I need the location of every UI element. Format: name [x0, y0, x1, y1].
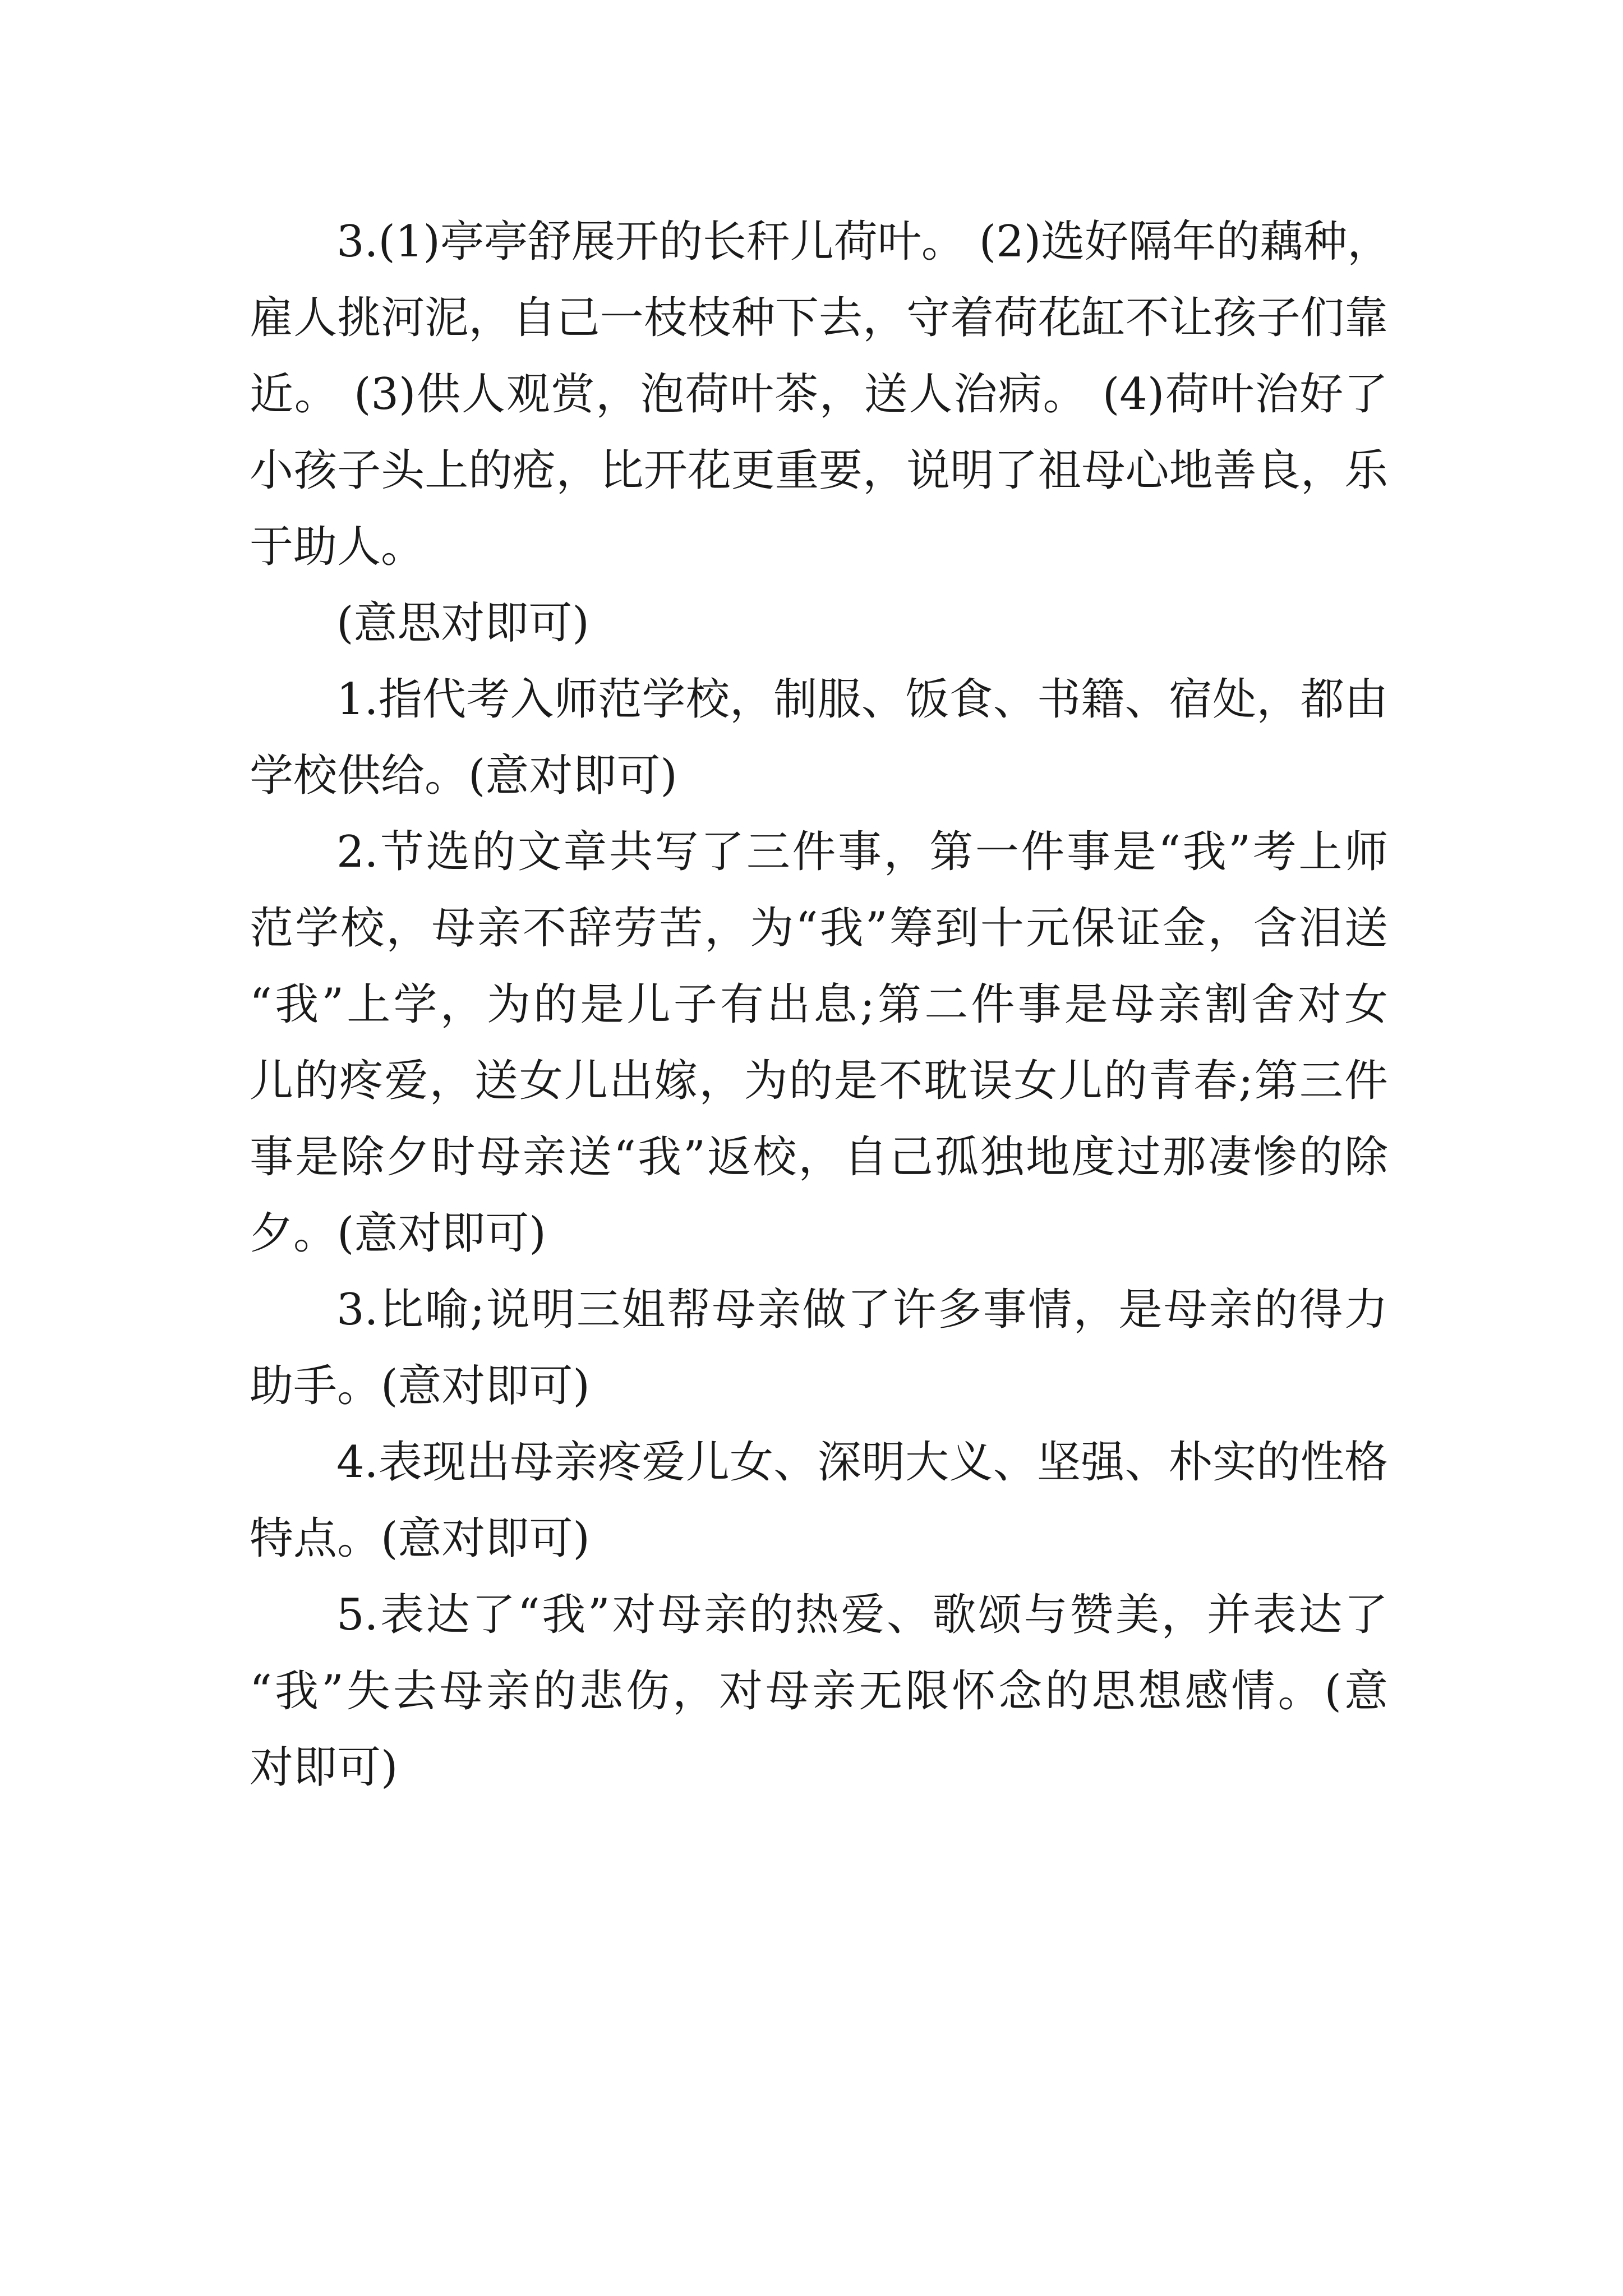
paragraph-line: 儿的疼爱，送女儿出嫁，为的是不耽误女儿的青春;第三件	[250, 1056, 1388, 1106]
paragraph-line: 学校供给。(意对即可)	[250, 751, 677, 801]
paragraph-line: 对即可)	[250, 1742, 398, 1793]
paragraph-line: “我”失去母亲的悲伤，对母亲无限怀念的思想感情。(意	[250, 1666, 1388, 1717]
paragraph-line: 3.(1)亭亭舒展开的长秆儿荷叶。 (2)选好隔年的藕种，	[336, 217, 1391, 267]
paragraph-line: 特点。(意对即可)	[250, 1513, 590, 1564]
paragraph-line: 雇人挑河泥，自己一枝枝种下去，守着荷花缸不让孩子们靠	[250, 293, 1388, 343]
paragraph-line: 1.指代考入师范学校，制服、饭食、书籍、宿处，都由	[336, 674, 1388, 725]
paragraph-line: 范学校，母亲不辞劳苦，为“我”筹到十元保证金，含泪送	[250, 903, 1388, 954]
paragraph-line: “我”上学，为的是儿子有出息;第二件事是母亲割舍对女	[250, 979, 1388, 1030]
paragraph-line: 近。 (3)供人观赏，泡荷叶茶，送人治病。 (4)荷叶治好了	[250, 369, 1388, 420]
paragraph-line: 夕。(意对即可)	[250, 1208, 546, 1259]
paragraph-line: 5.表达了“我”对母亲的热爱、歌颂与赞美，并表达了	[336, 1590, 1388, 1640]
paragraph-line: 于助人。	[250, 522, 425, 572]
paragraph-line: 2.节选的文章共写了三件事，第一件事是“我”考上师	[336, 827, 1388, 877]
paragraph-line: 助手。(意对即可)	[250, 1361, 590, 1411]
paragraph-line: 小孩子头上的疮，比开花更重要，说明了祖母心地善良，乐	[250, 445, 1388, 496]
paragraph-line: 事是除夕时母亲送“我”返校，自己孤独地度过那凄惨的除	[250, 1132, 1388, 1182]
paragraph-line: 4.表现出母亲疼爱儿女、深明大义、坚强、朴实的性格	[336, 1437, 1388, 1488]
paragraph-line: 3.比喻;说明三姐帮母亲做了许多事情，是母亲的得力	[336, 1285, 1388, 1335]
paragraph-line: (意思对即可)	[336, 598, 589, 648]
